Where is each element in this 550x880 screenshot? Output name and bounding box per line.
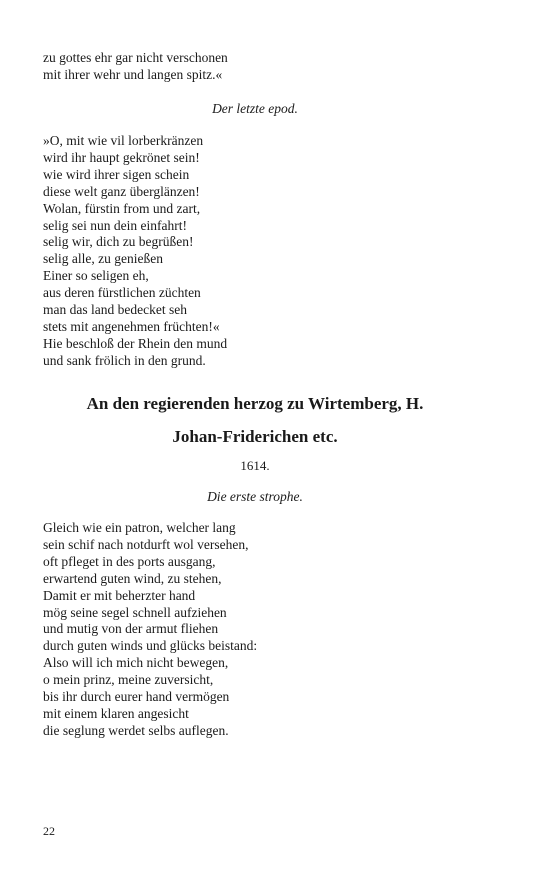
verse-line: mit ihrer wehr und langen spitz.« [43, 66, 223, 82]
verse-line: selig alle, zu genießen [43, 251, 163, 267]
verse-line: und sank frölich in den grund. [43, 352, 206, 368]
verse-line: Wolan, fürstin from und zart, [43, 200, 201, 216]
epod-heading: Der letzte epod. [212, 101, 298, 116]
verse-line: erwartend guten wind, zu stehen, [43, 570, 222, 586]
verse-line: wird ihr haupt gekrönet sein! [43, 149, 200, 165]
verse-line: die seglung werdet selbs auflegen. [43, 722, 229, 738]
verse-line: durch guten winds und glücks beistand: [43, 638, 258, 654]
verse-line: selig sei nun dein einfahrt! [43, 217, 187, 233]
verse-line: mög seine segel schnell aufziehen [43, 604, 227, 620]
verse-line: aus deren fürstlichen züchten [43, 285, 201, 301]
verse-line: o mein prinz, meine zuversicht, [43, 672, 214, 688]
verse-line: und mutig von der armut fliehen [43, 621, 219, 637]
verse-line: oft pfleget in des ports ausgang, [43, 553, 216, 569]
page-number: 22 [43, 824, 55, 838]
verse-line: man das land bedecket seh [43, 302, 187, 318]
verse-line: bis ihr durch eurer hand vermögen [43, 689, 230, 705]
opening-lines [43, 50, 513, 84]
verse-line: stets mit angenehmen früchten!« [43, 318, 220, 334]
verse-line: Einer so seligen eh, [43, 268, 149, 284]
strophe-heading: Die erste strophe. [207, 489, 303, 504]
verse-line: »O, mit wie vil lorberkränzen [43, 133, 204, 148]
verse-line: zu gottes ehr gar nicht verschonen [43, 50, 228, 65]
verse-line: wie wird ihrer sigen schein [43, 166, 190, 182]
strophe-verse [43, 520, 513, 740]
verse-line: Damit er mit beherzter hand [43, 587, 196, 603]
poem-year: 1614. [240, 458, 270, 473]
poem-title-line-1: An den regierenden herzog zu Wirtemberg, H. [86, 394, 424, 413]
verse-line: Also will ich mich nicht bewegen, [43, 655, 229, 671]
verse-line: mit einem klaren angesicht [43, 705, 189, 721]
verse-line: sein schif nach notdurft wol versehen, [43, 536, 249, 552]
epod-verse [43, 133, 513, 370]
verse-line: diese welt ganz überglänzen! [43, 183, 200, 199]
verse-line: Hie beschloß der Rhein den mund [43, 335, 228, 351]
verse-line: Gleich wie ein patron, welcher lang [43, 520, 236, 535]
poem-title-line-2: Johan-Friderichen etc. [172, 427, 338, 446]
verse-line: selig wir, dich zu begrüßen! [43, 234, 194, 250]
